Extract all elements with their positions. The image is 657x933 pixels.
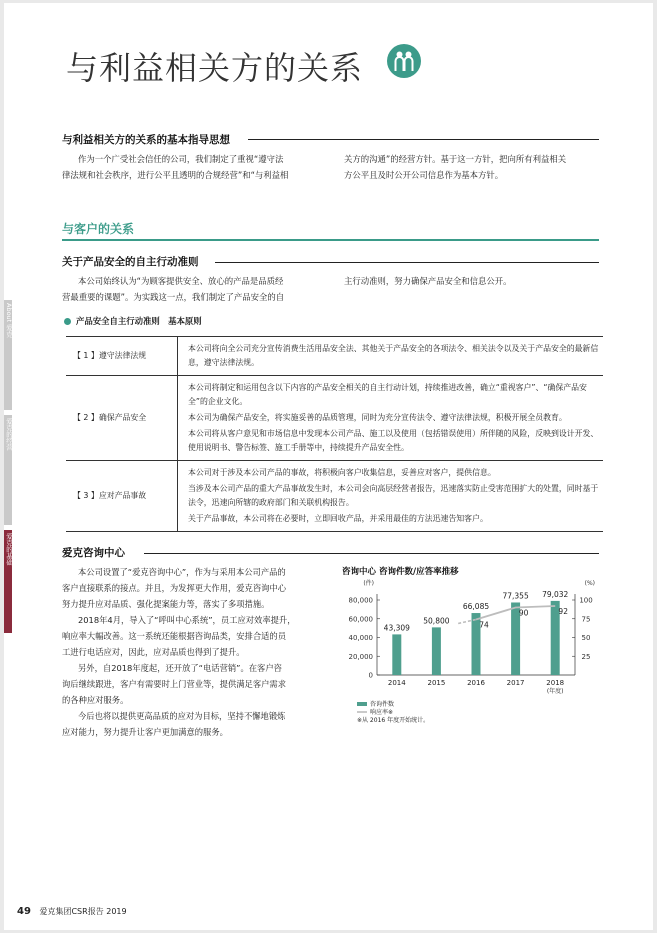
bullet-dot	[64, 318, 71, 325]
x-tick-label: 2015	[427, 679, 446, 687]
table-row	[66, 337, 603, 376]
consult-rule	[144, 553, 599, 554]
x-axis-unit: (年度)	[546, 688, 564, 695]
x-tick-label: 2017	[506, 679, 525, 687]
legend-label-line: 响应率※	[370, 709, 394, 716]
report-name: 爱克集团CSR报告 2019	[39, 907, 127, 916]
rule-content: 本公司对于涉及本公司产品的事故，将积极向客户收集信息，妥善应对客户，提供信息。 当涉及本公司产品的重大产品事故发生时，本公司会向高层经营者报告，迅速落实防止受害范围扩大的处置，同时基于法令，迅速向所辖的政府部门和关联机构报告。 关于产品事故，本公司将在必要时，立即回收产品，并采用最佳的方法迅速告知客户。	[178, 461, 604, 532]
rule-content: 本公司将向全公司充分宣传消费生活用品安全法、其他关于产品安全的各项法令、相关法令以及关于产品安全的最新信息，遵守法律法规。	[178, 337, 604, 376]
page-title: 与利益相关方的关系	[66, 49, 364, 87]
table-title: 产品安全自主行动准则 基本原则	[76, 316, 202, 326]
customers-rule	[62, 239, 599, 241]
safety-rule	[215, 262, 599, 263]
page-number: 49	[17, 906, 31, 917]
principles-table	[66, 336, 603, 532]
bar-value-label: 77,355	[502, 591, 529, 601]
bar-value-label: 79,032	[542, 589, 569, 599]
bar	[392, 634, 401, 675]
y2-tick-label: 50	[581, 634, 591, 642]
rule-title: 【 2 】确保产品安全	[66, 376, 178, 461]
y2-axis-unit: (%)	[584, 580, 595, 587]
y-tick-label: 60,000	[348, 615, 373, 624]
table-row	[66, 461, 603, 532]
page	[4, 3, 653, 930]
x-tick-label: 2016	[467, 679, 485, 687]
people-icon	[387, 44, 421, 78]
rate-value-label: 90	[518, 608, 529, 618]
bar-value-label: 66,085	[462, 602, 490, 612]
chart-note: ※从 2016 年度开始统计。	[357, 717, 430, 724]
chart-title: 咨询中心 咨询件数/应答率推移	[342, 567, 459, 577]
y-tick-label: 40,000	[348, 634, 373, 642]
guiding-heading: 与利益相关方的关系的基本指导思想	[62, 134, 230, 146]
x-tick-label: 2014	[387, 679, 406, 687]
bar	[432, 627, 441, 675]
guiding-text-left: 作为一个广受社会信任的公司，我们制定了重视“遵守法 律法规和社会秩序，进行公平且透明的合规经营”和“与利益相	[62, 154, 289, 180]
legend-label-bars: 咨询件数	[370, 701, 395, 708]
y2-tick-label: 75	[581, 615, 591, 624]
rule-title: 【 1 】遵守法律法规	[66, 337, 178, 376]
consult-chart	[337, 563, 607, 743]
x-tick-label: 2018	[546, 679, 565, 687]
bar-value-label: 50,800	[423, 616, 450, 626]
table-row	[66, 376, 603, 461]
y-tick-label: 20,000	[348, 652, 373, 661]
y2-tick-label: 100	[579, 596, 593, 605]
rate-value-label: 74	[479, 620, 489, 630]
consult-text: 本公司设置了“爱克咨询中心”，作为与采用本公司产品的 客户直接联系的接点。并且，为发挥更大作用，爱克咨询中心 努力提升应对品质、强化提案能力等，落实了多项措施。 2018年4月，导入了“呼叫中心系统”，员工应对效率提升， 响应率大幅改善。这一系统还能根据咨询品类，安排合适的员 工进行电话应对，因此，应对品质也得到了提升。 另外，自2018年度起，还开放了“电话营销”。在客户咨 询后继续跟进，客户有需要时上门营业等，提供满足客户需求 的各种应对服务。 今后也将以提供更高品质的应对为目标，坚持不懈地锻炼 应对能力，努力提升让客户更加满意的服务。	[62, 567, 296, 737]
y-tick-label: 0	[368, 671, 373, 680]
footer	[17, 906, 127, 917]
safety-text-left: 本公司始终认为“为顾客提供安全、放心的产品是品质经 营最重要的课题”。为实践这一点，我们制定了产品安全的自	[62, 276, 285, 302]
guiding-rule	[248, 139, 599, 140]
legend-swatch-bars	[357, 702, 367, 706]
safety-text-right: 主行动准则，努力确保产品安全和信息公开。	[344, 276, 512, 286]
consult-heading: 爱克咨询中心	[62, 547, 125, 559]
guiding-text-right: 关方的沟通”的经营方针。基于这一方针，把向所有利益相关 方公平且及时公开公司信息作为基本方针。	[344, 154, 567, 180]
sidebar-item-about[interactable]: About 爱克	[5, 303, 13, 338]
sidebar-item-management[interactable]: 爱克的经营	[5, 418, 13, 451]
rule-title: 【 3 】应对产品事故	[66, 461, 178, 532]
customers-heading: 与客户的关系	[62, 222, 135, 236]
rate-value-label: 92	[558, 607, 568, 616]
bar-value-label: 43,309	[383, 623, 410, 633]
y-axis-unit: (件)	[363, 580, 374, 587]
safety-heading: 关于产品安全的自主行动准则	[62, 256, 199, 268]
rule-content: 本公司将制定和运用包含以下内容的产品安全相关的自主行动计划，持续推进改善，确立“重视客户”、“确保产品安全”的企业文化。 本公司为确保产品安全，将实施妥善的品质管理，同时为充分宣传法令、遵守法律法规，积极开展全员教育。 本公司将从客户意见和市场信息中发现本公司产品、施工以及使用（包括错误使用）所伴随的风险，反映到设计开发、使用说明书、警告标签、施工手册等中，持续提升产品安全性。	[178, 376, 604, 461]
y-tick-label: 80,000	[348, 596, 373, 605]
y2-tick-label: 25	[581, 652, 591, 661]
sidebar-item-foundation[interactable]: 爱克的基础	[5, 533, 13, 566]
